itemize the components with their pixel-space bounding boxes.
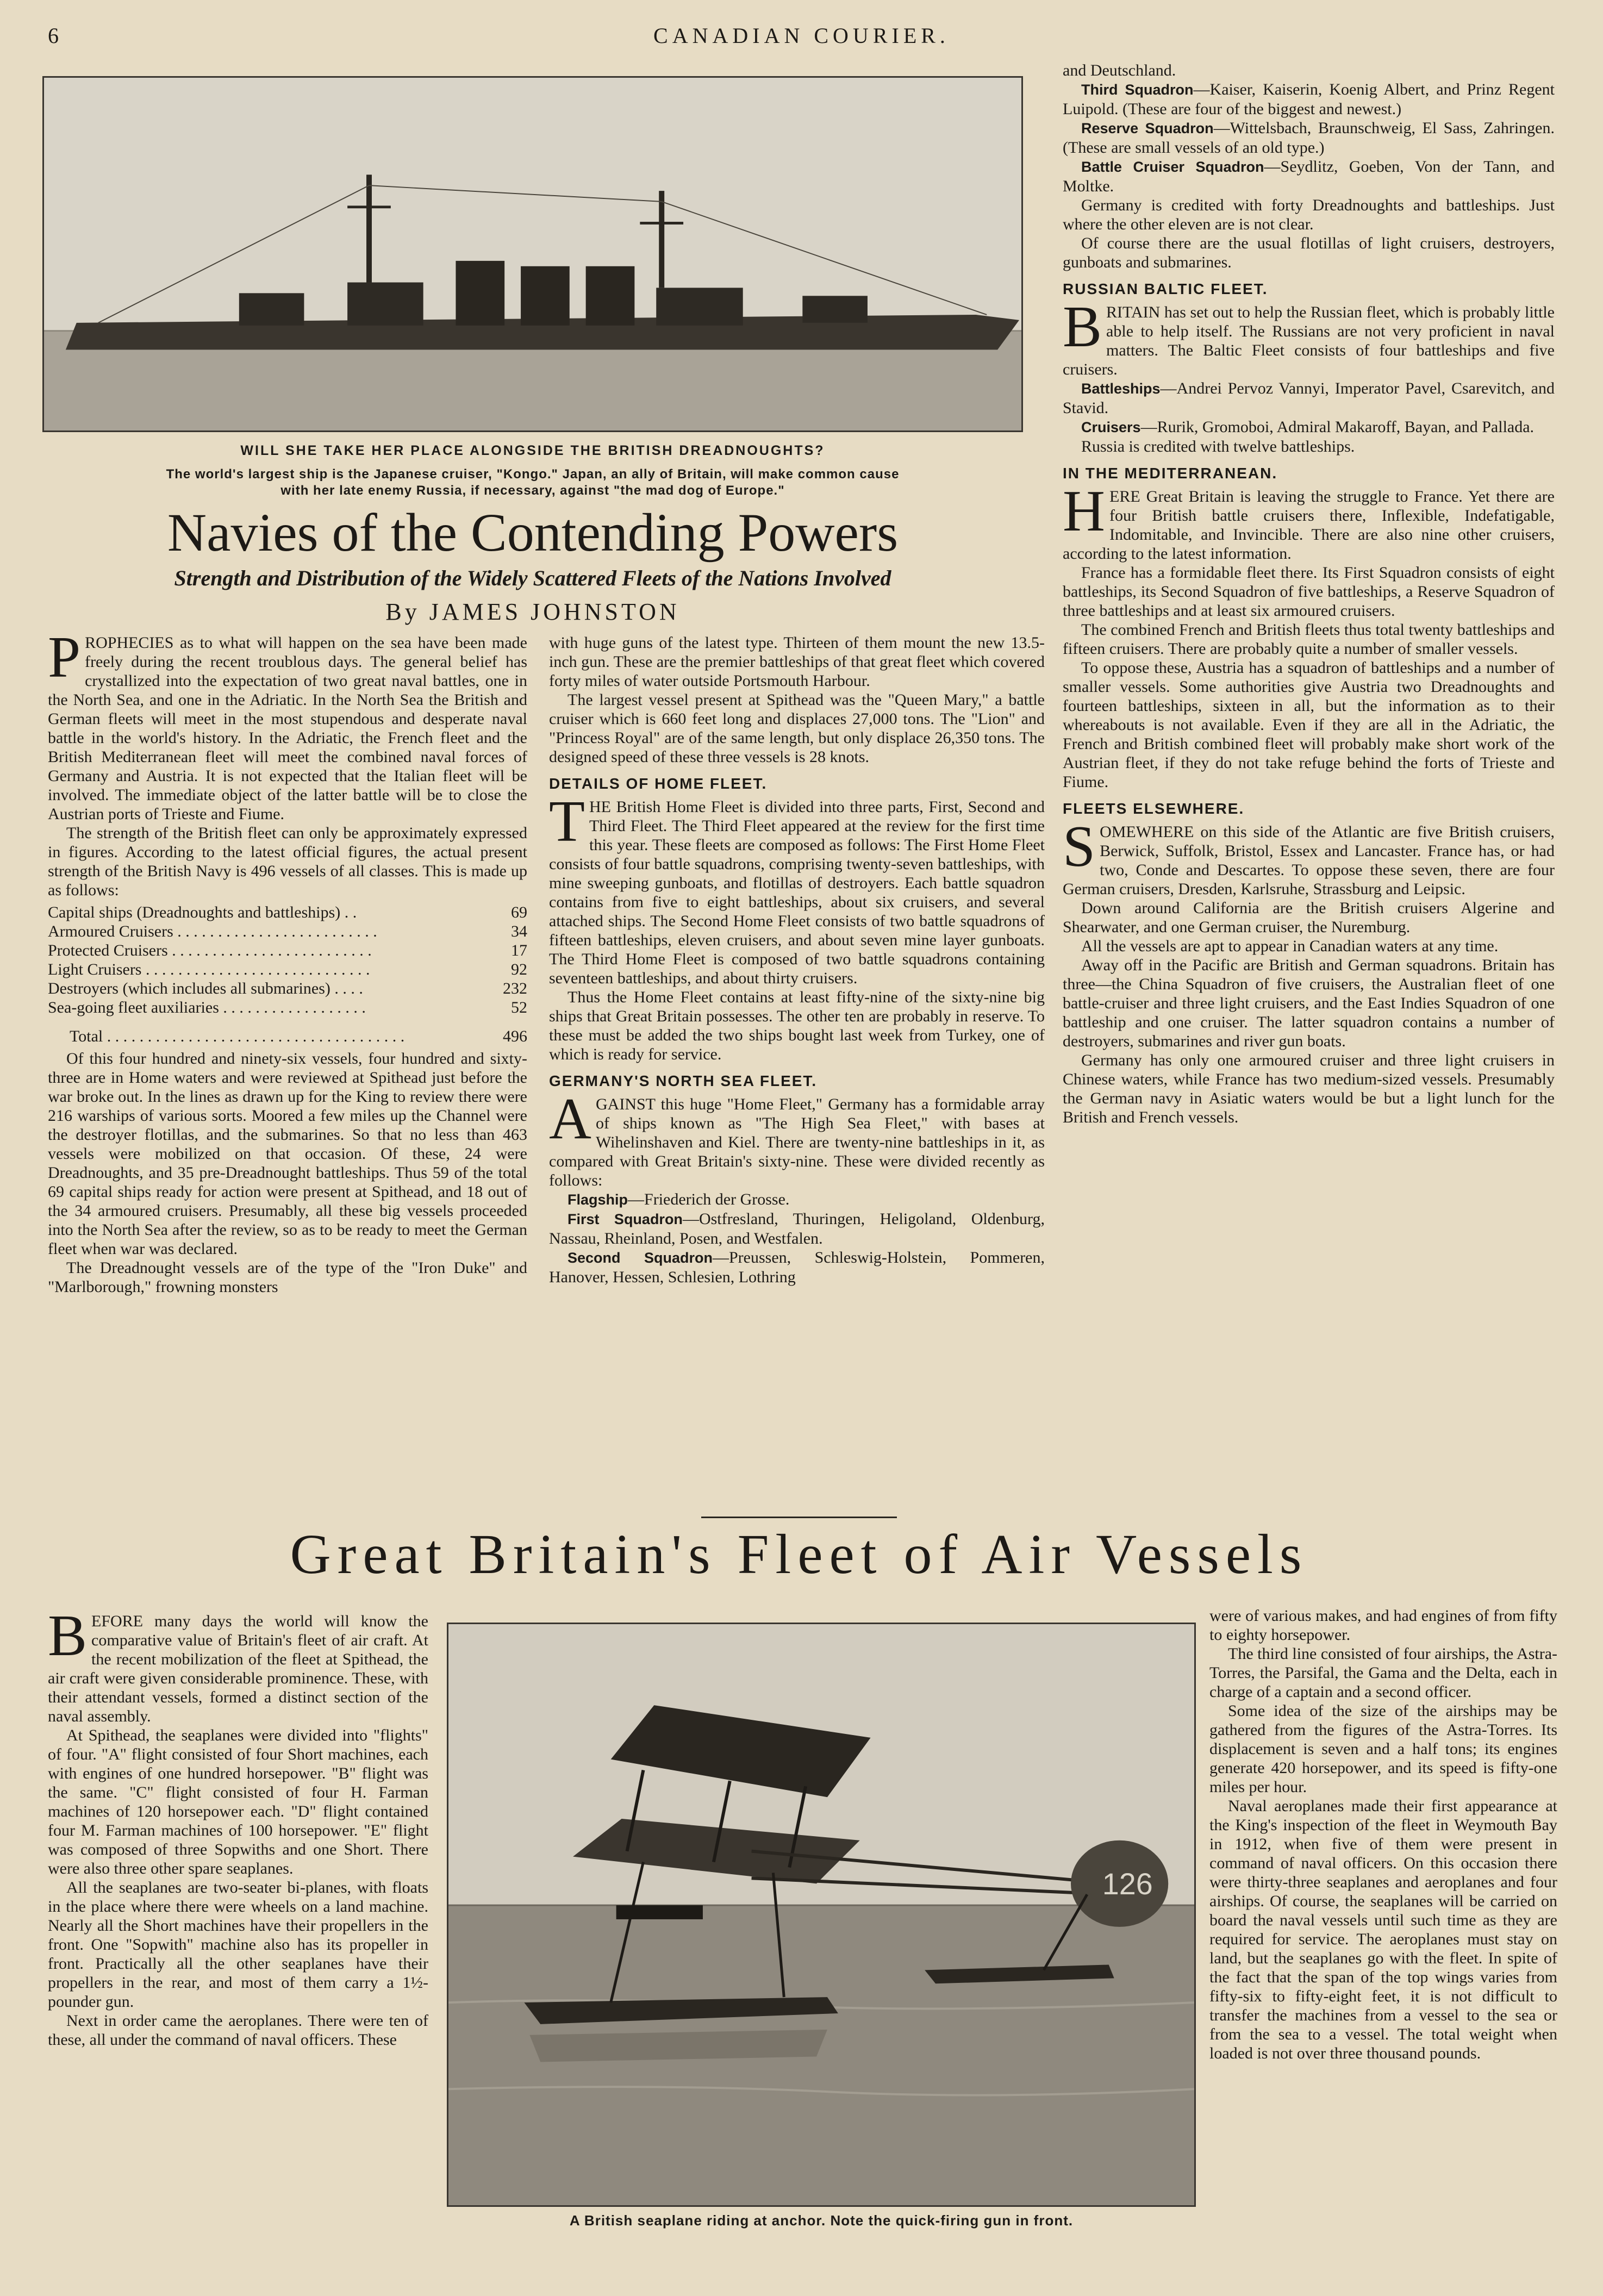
drop-cap: B [1063, 295, 1102, 359]
article1-subtitle: Strength and Distribution of the Widely Scattered Fleets of the Nations Involved [174, 566, 891, 590]
section-heading: GERMANY'S NORTH SEA FLEET. [549, 1072, 818, 1089]
paragraph: Battleships—Andrei Pervoz Vannyi, Imperator Pavel, Csarevitch, and Stavid. [1063, 379, 1555, 417]
drop-cap: T [549, 789, 585, 854]
paragraph: Third Squadron—Kaiser, Kaiserin, Koenig Albert, and Prinz Regent Luipold. (These are four of the biggest and newest.) [1063, 80, 1555, 118]
battlecruiser-illustration [44, 78, 1021, 430]
table-row: Capital ships (Dreadnoughts and battleships) . . 69 [48, 903, 527, 921]
section-heading: RUSSIAN BALTIC FLEET. [1063, 280, 1268, 297]
drop-cap: S [1063, 814, 1096, 879]
paragraph: Of this four hundred and ninety-six vessels, four hundred and sixty-three are in Home waters and were reviewed at Spithead just before the war broke out. In the lines as drawn up for the King to review there were 216 warships of various sorts. Moored a few miles up the Channel were the destroyer flotillas, and the submarines. So that no less than 463 vessels were mobilized on that occasion. Of these, 24 were Dreadnoughts, and 35 pre-Dreadnought battleships. Thus 59 of the total 69 capital ships ready for action were present at Spithead, and 18 out of the 34 armoured cruisers. Presumably, all these big vessels proceeded into the North Sea after the review, so as to be ready to meet the German fleet when war was declared. [48, 1050, 527, 1258]
section-heading: FLEETS ELSEWHERE. [1063, 800, 1245, 817]
paragraph: Flagship—Friederich der Grosse. [567, 1190, 790, 1208]
paragraph: At Spithead, the seaplanes were divided into "flights" of four. "A" flight consisted of four Short machines, each with engines of one hundred horsepower. "B" flight was the same. "C" flight consisted of four H. Farman machines of 120 horsepower each. "D" flight contained four M. Farman machines of 100 horsepower. "E" flight was composed of three Sopwiths and one Short. There were also three other spare seaplanes. [48, 1726, 428, 1877]
paragraph: and Deutschland. [1063, 61, 1176, 79]
paragraph: Russia is credited with twelve battleships. [1081, 438, 1355, 456]
paragraph: Some idea of the size of the airships may be gathered from the figures of the Astra-Torres. Its displacement is seven and a half tons; its engines generate 420 horsepower, and its speed is fifty-one miles per hour. [1209, 1702, 1557, 1796]
paragraph: with huge guns of the latest type. Thirteen of them mount the new 13.5-inch gun. These are the premier battleships of that great fleet which covered forty miles of water outside Portsmouth Harbour. [549, 634, 1045, 690]
running-title: CANADIAN COURIER. [653, 23, 950, 48]
paragraph: First Squadron—Ostfresland, Thuringen, Heligoland, Oldenburg, Nassau, Rheinland, Posen, and Westfalen. [549, 1210, 1045, 1247]
ship-photo [42, 76, 1023, 432]
paragraph: SOMEWHERE on this side of the Atlantic are five British cruisers, Berwick, Suffolk, Bristol, Essex and Lancaster. France has, or had two, Conde and Descartes. To oppose these seven, there are four German cruisers, Dresden, Karlsruhe, Strassburg and Leipsic. [1063, 814, 1555, 898]
paragraph: Naval aeroplanes made their first appearance at the King's inspection of the fleet in Weymouth Bay in 1912, when five of them were present in command of naval officers. On this occasion there were thirty-three seaplanes and aeroplanes and four airships. Of course, the seaplanes will be carried on board the naval vessels until such time as they are required for service. The aeroplanes must stay on land, but the seaplanes go with the fleet. In spite of the fact that the span of the top wings varies from fifty-six to fifty-eight feet, it is not difficult to transfer the machines from a vessel to the sea or from the sea to a vessel. The total weight when loaded is not over three thousand pounds. [1209, 1797, 1557, 2062]
plane-marking: 126 [1102, 1867, 1153, 1901]
table-row: Protected Cruisers . . . . . . . . . . . . . . . . . . . . . . . . . 17 [48, 941, 527, 959]
article1-title: Navies of the Contending Powers [167, 502, 899, 563]
paragraph: Away off in the Pacific are British and German squadrons. Britain has three—the China Squadron of five cruisers, the Australian fleet of one battle-cruiser and three light cruisers, and the East Indies Squadron of one battleship and one cruiser. The latter squadron contains a number of destroyers, submarines and river gun boats. [1063, 956, 1555, 1050]
paragraph: THE British Home Fleet is divided into three parts, First, Second and Third Fleet. The Third Fleet appeared at the review for the first time this year. These fleets are composed as follows: The First Home Fleet consists of four battle squadrons, comprising twenty-seven battleships, with mine sweeping gunboats, and flotillas of destroyers. Each battle squadron contains from five to eight battleships, about six cruisers, and several attached ships. The Second Home Fleet consists of two battle squadrons of fifteen battleships, eleven cruisers, and about seven mine layer gunboats. The Third Home Fleet is composed of two battle squadrons containing seventeen battleships, and about thirty cruisers. [549, 789, 1045, 987]
table-row: Light Cruisers . . . . . . . . . . . . . . . . . . . . . . . . . . . . 92 [48, 960, 527, 978]
article2-column-1 [48, 1612, 428, 2278]
paragraph: France has a formidable fleet there. Its First Squadron consists of eight battleships, its Second Squadron of five battleships, a Reserve Squadron of three battleships and at least six armoured cruisers. [1063, 564, 1555, 620]
section-heading: DETAILS OF HOME FLEET. [549, 775, 768, 792]
paragraph: The combined French and British fleets thus total twenty battleships and fifteen cruisers. There are probably quite a number of smaller vessels. [1063, 621, 1555, 658]
paragraph: BEFORE many days the world will know the comparative value of Britain's fleet of air craft. At the recent mobilization of the fleet at Spithead, the air craft were given considerable prominence. These, with their attendant vessels, formed a distinct section of the naval assembly. [48, 1612, 428, 1725]
article2-title: Great Britain's Fleet of Air Vessels [290, 1523, 1308, 1586]
article1-column-3 [1063, 61, 1555, 1488]
drop-cap: A [549, 1087, 591, 1151]
paragraph: The strength of the British fleet can only be approximately expressed in figures. According to the latest official figures, the actual present strength of the British Navy is 496 vessels of all classes. This is made up as follows: [48, 824, 527, 899]
paragraph: The third line consisted of four airships, the Astra-Torres, the Parsifal, the Gama and the Delta, each in charge of a captain and a second officer. [1209, 1645, 1557, 1701]
drop-cap: H [1063, 479, 1105, 544]
british-fleet-table [48, 903, 527, 1046]
paragraph: Germany is credited with forty Dreadnoughts and battleships. Just where the other eleven are is not clear. [1063, 196, 1555, 233]
seaplane-photo-caption: A British seaplane riding at anchor. Note the quick-firing gun in front. [569, 2212, 1074, 2229]
paragraph: PROPHECIES as to what will happen on the sea have been made freely during the recent troublous days. The general belief has crystallized into the expectation of two great naval battles, one in the North Sea, and one in the Adriatic. In the North Sea the British and German fleets will meet in the most stupendous and desperate naval battle in the world's history. In the Adriatic, the French fleet and the British Mediterranean fleet will meet the combined naval forces of Germany and Austria. It is not expected that the Italian fleet will be involved. The immediate object of the latter battle will be to close the Austrian ports of Trieste and Fiume. [48, 633, 527, 823]
paragraph: Second Squadron—Preussen, Schleswig-Holstein, Pommeren, Hanover, Hessen, Schlesien, Lothring [549, 1249, 1045, 1286]
drop-cap: B [48, 1612, 88, 1668]
table-row: Sea-going fleet auxiliaries . . . . . . . . . . . . . . . . . . 52 [48, 999, 527, 1016]
section-heading: IN THE MEDITERRANEAN. [1063, 465, 1278, 482]
drop-cap: P [48, 633, 81, 690]
page-number: 6 [48, 23, 59, 48]
article1-column-1 [48, 633, 527, 1500]
paragraph: were of various makes, and had engines of from fifty to eighty horsepower. [1209, 1607, 1557, 1644]
paragraph: All the seaplanes are two-seater bi-planes, with floats in the place where there were wheels on a land machine. Nearly all the Short machines have their propellers in the front. One "Sopwith" machine also has its propeller in front. Practically all the other seaplanes have their propellers in the rear, and most of them carry a 1½-pounder gun. [48, 1879, 428, 2011]
paragraph: Battle Cruiser Squadron—Seydlitz, Goeben, Von der Tann, and Moltke. [1063, 158, 1555, 195]
paragraph: The Dreadnought vessels are of the type of the "Iron Duke" and "Marlborough," frowning monsters [48, 1259, 527, 1296]
article2-column-2 [1209, 1606, 1557, 2278]
paragraph: Thus the Home Fleet contains at least fifty-nine of the sixty-nine big ships that Great Britain possesses. The other ten are probably in reserve. To these must be added the two ships bought last week from Turkey, one of which is ready for service. [549, 988, 1045, 1063]
paragraph: Next in order came the aeroplanes. There were ten of these, all under the command of naval officers. These [48, 2012, 428, 2049]
paragraph: To oppose these, Austria has a squadron of battleships and a number of smaller vessels. Some authorities give Austria two Dreadnoughts and fourteen battleships, sixteen in all, but the information as to their whereabouts is not available. Even if they are all in the Adriatic, the French and British combined fleet will probably make short work of the Austrian fleet, if they do not take refuge behind the forts of Trieste and Fiume. [1063, 659, 1555, 791]
paragraph: Of course there are the usual flotillas of light cruisers, destroyers, gunboats and submarines. [1063, 234, 1555, 271]
ship-photo-caption-line1: The world's largest ship is the Japanese cruiser, "Kongo." Japan, an ally of Britain, will make common cause [166, 467, 900, 482]
paragraph: Germany has only one armoured cruiser and three light cruisers in Chinese waters, while France has two medium-sized vessels. Presumably the German navy in Asiatic waters would be but a light lunch for the British and French vessels. [1063, 1051, 1555, 1126]
seaplane-illustration [448, 1624, 1194, 2205]
paragraph: All the vessels are apt to appear in Canadian waters at any time. [1081, 937, 1499, 955]
table-total-row: Total . . . . . . . . . . . . . . . . . . . . . . . . . . . . . . . . . . . . . 496 [70, 1027, 527, 1045]
article1-column-2 [549, 633, 1045, 1500]
paragraph: Cruisers—Rurik, Gromoboi, Admiral Makaroff, Bayan, and Pallada. [1081, 418, 1535, 436]
paragraph: BRITAIN has set out to help the Russian fleet, which is probably little able to help itself. The Russians are not very proficient in naval matters. The Baltic Fleet consists of four battleships and five cruisers. [1063, 295, 1555, 378]
table-row: Destroyers (which includes all submarines) . . . . 232 [48, 979, 527, 997]
paragraph: The largest vessel present at Spithead was the "Queen Mary," a battle cruiser which is 660 feet long and displaces 27,000 tons. The "Lion" and "Princess Royal" are of the same length, but only displace 26,350 tons. The designed speed of these three vessels is 28 knots. [549, 691, 1045, 766]
ship-photo-caption-title: WILL SHE TAKE HER PLACE ALONGSIDE THE BRITISH DREADNOUGHTS? [240, 443, 825, 458]
seaplane-photo [447, 1623, 1196, 2207]
paragraph: Reserve Squadron—Wittelsbach, Braunschweig, El Sass, Zahringen. (These are small vessels of an old type.) [1063, 119, 1555, 157]
paragraph: AGAINST this huge "Home Fleet," Germany has a formidable array of ships known as "The High Sea Fleet," with bases at Wihelinshaven and Kiel. There are twenty-nine battleships in it, as compared with Great Britain's sixty-nine. These were divided recently as follows: [549, 1087, 1045, 1189]
article1-byline: By JAMES JOHNSTON [385, 598, 680, 625]
table-row: Armoured Cruisers . . . . . . . . . . . . . . . . . . . . . . . . . 34 [48, 922, 527, 940]
paragraph: HERE Great Britain is leaving the struggle to France. Yet there are four British battle cruisers there, Inflexible, Indefatigable, Indomitable, and Invincible. There are also nine other cruisers, according to the latest information. [1063, 479, 1555, 563]
section-divider [701, 1517, 897, 1518]
ship-photo-caption-line2: with her late enemy Russia, if necessary, against "the mad dog of Europe." [280, 483, 785, 498]
paragraph: Down around California are the British cruisers Algerine and Shearwater, and one German cruiser, the Nuremburg. [1063, 899, 1555, 936]
